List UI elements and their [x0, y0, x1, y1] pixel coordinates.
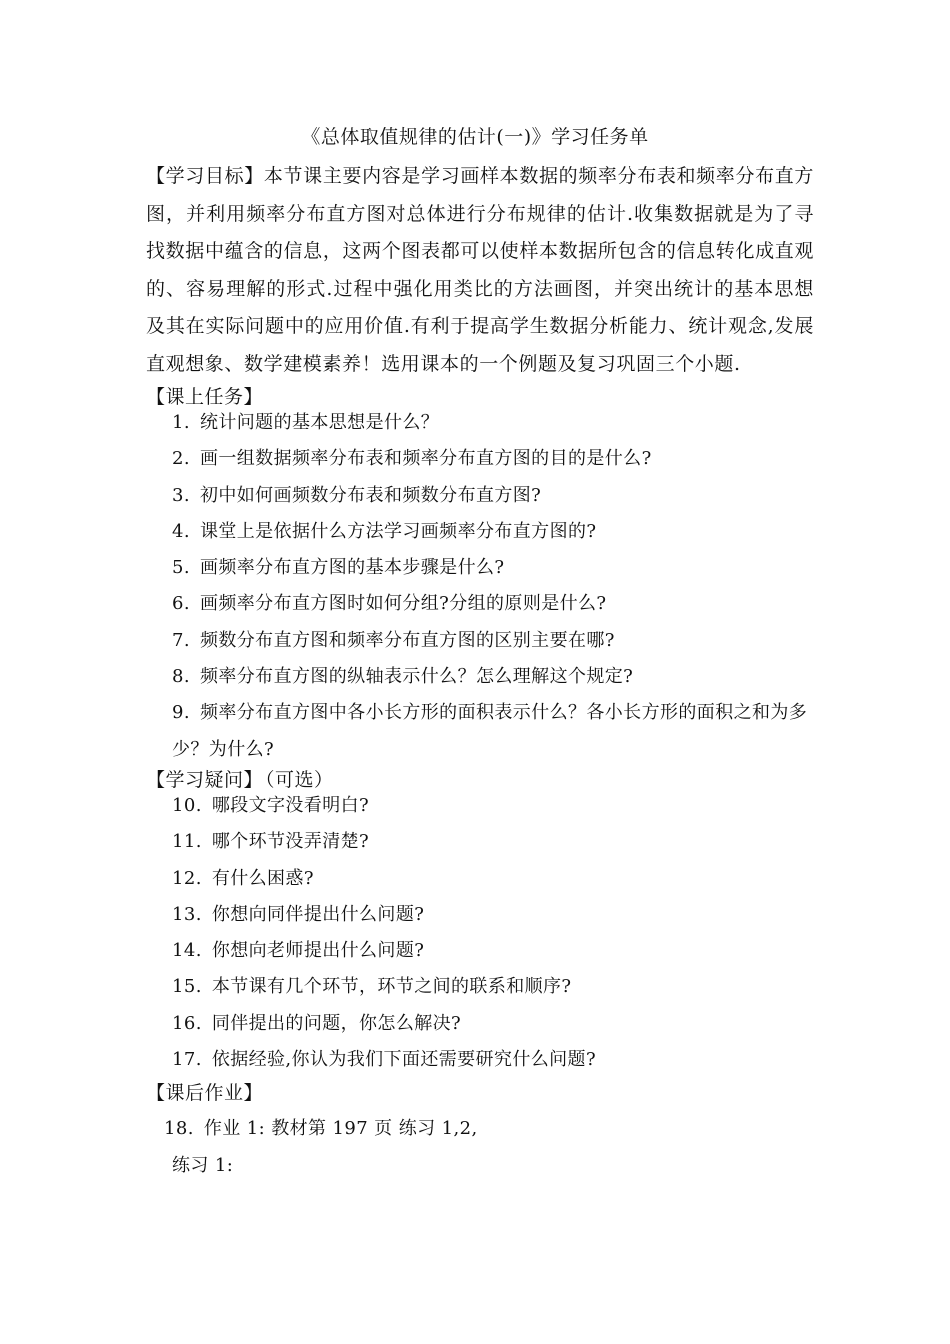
class-tasks-list	[172, 405, 812, 768]
objective-label: 【学习目标】	[146, 165, 264, 187]
list-item: 11. 哪个环节没弄清楚?	[172, 831, 370, 853]
objective-text: 本节课主要内容是学习画样本数据的频率分布表和频率分布直方图，并利用频率分布直方图对总体进行分布规律的估计.收集数据就是为了寻找数据中蕴含的信息，这两个图表都可以使样本数据所包含的信息转化成直观的、容易理解的形式.过程中强化用类比的方法画图，并突出统计的基本思想及其在实际问题中的应用价值.有利于提高学生数据分析能力、统计观念,发展直观想象、数学建模素养！选用课本的一个例题及复习巩固三个小题.	[146, 165, 814, 375]
list-item: 5. 画频率分布直方图的基本步骤是什么?	[172, 557, 505, 579]
optional-note: （可选）	[265, 769, 334, 791]
homework-item: 18. 作业 1: 教材第 197 页 练习 1,2,	[164, 1118, 478, 1139]
list-item: 16. 同伴提出的问题，你怎么解决?	[172, 1012, 462, 1034]
class-tasks-heading: 【课上任务】	[146, 386, 264, 408]
list-item: 2. 画一组数据频率分布表和频率分布直方图的目的是什么?	[172, 448, 652, 470]
list-item: 14. 你想向老师提出什么问题?	[172, 940, 425, 962]
list-item: 6. 画频率分布直方图时如何分组?分组的原则是什么?	[172, 593, 607, 615]
list-item: 12. 有什么困惑?	[172, 867, 314, 889]
list-item: 10. 哪段文字没看明白?	[172, 795, 370, 816]
list-item: 7. 频数分布直方图和频率分布直方图的区别主要在哪?	[172, 629, 615, 651]
list-item: 15. 本节课有几个环节，环节之间的联系和顺序?	[172, 976, 572, 998]
page-title: 《总体取值规律的估计(一)》学习任务单	[301, 126, 649, 148]
list-item: 4. 课堂上是依据什么方法学习画频率分布直方图的?	[172, 520, 597, 542]
questions-heading: 【学习疑问】 （可选）	[146, 769, 334, 791]
questions-list	[172, 788, 812, 1078]
list-item: 8. 频率分布直方图的纵轴表示什么？怎么理解这个规定?	[172, 666, 634, 688]
list-item: 3. 初中如何画频数分布表和频数分布直方图?	[172, 484, 542, 506]
list-item: 1. 统计问题的基本思想是什么？	[172, 412, 440, 433]
homework-heading: 【课后作业】	[146, 1082, 264, 1104]
list-item: 9. 频率分布直方图中各小长方形的面积表示什么？各小长方形的面积之和为多少？为什么?	[172, 702, 808, 760]
learning-objective	[146, 158, 814, 383]
list-item: 13. 你想向同伴提出什么问题?	[172, 903, 425, 925]
homework-sub-label: 练习 1:	[172, 1155, 234, 1176]
list-item: 17. 依据经验,你认为我们下面还需要研究什么问题?	[172, 1049, 596, 1071]
